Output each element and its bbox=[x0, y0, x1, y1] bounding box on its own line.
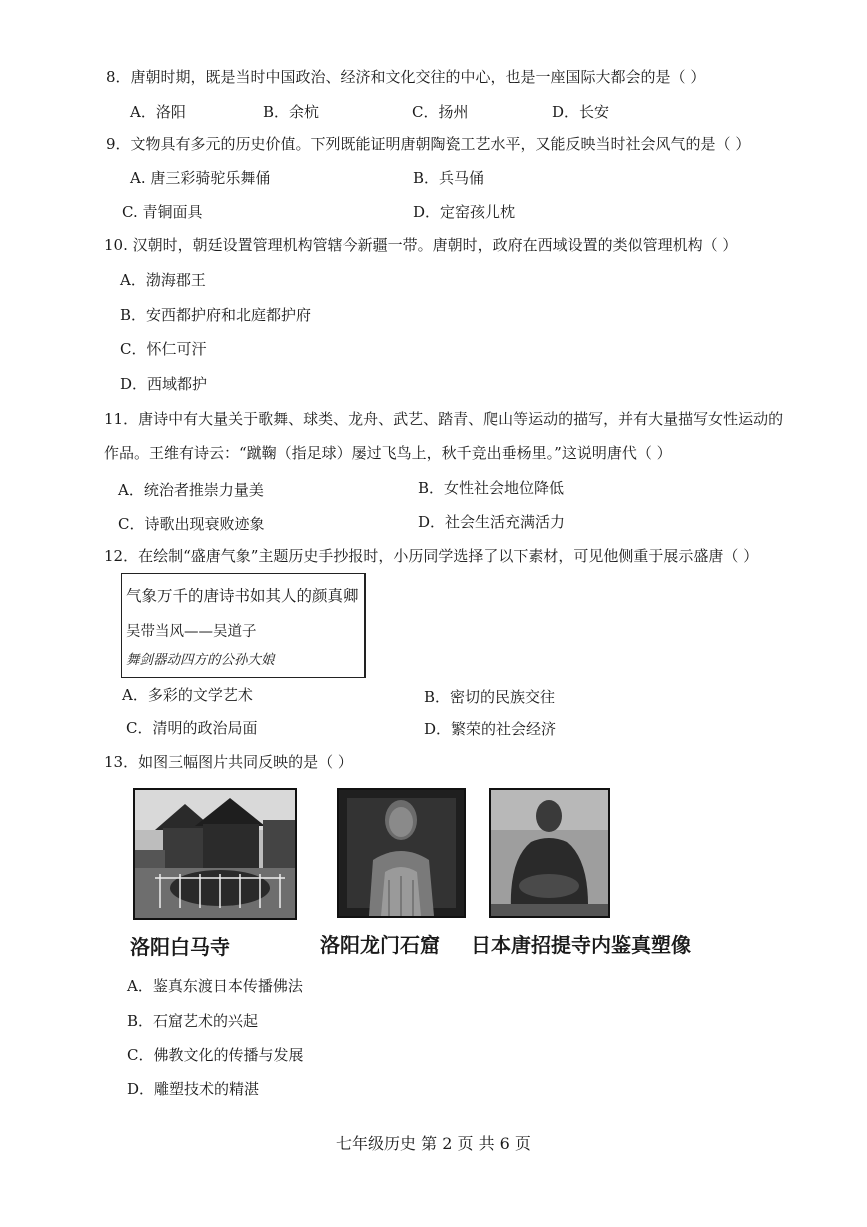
q12-option-b: B．密切的民族交往 bbox=[424, 688, 556, 706]
q8-option-d: D．长安 bbox=[552, 103, 610, 121]
q9-option-c: C. 青铜面具 bbox=[122, 203, 203, 221]
material-line-1: 气象万千的唐诗书如其人的颜真卿 bbox=[126, 587, 359, 605]
q8-option-c: C．扬州 bbox=[412, 103, 469, 121]
q9-option-b: B．兵马俑 bbox=[413, 169, 485, 187]
q13-option-d: D．雕塑技术的精湛 bbox=[127, 1080, 260, 1098]
caption-jianzhen-statue: 日本唐招提寺内鉴真塑像 bbox=[471, 933, 691, 957]
question-11-stem-line1: 11．唐诗中有大量关于歌舞、球类、龙舟、武艺、踏青、爬山等运动的描写，并有大量描写女性运动的 bbox=[104, 410, 784, 428]
q11-option-c: C．诗歌出现衰败迹象 bbox=[118, 515, 265, 533]
question-11-stem-line2: 作品。王维有诗云：“蹴鞠（指足球）屡过飞鸟上，秋千竞出垂杨里。”这说明唐代（ ） bbox=[104, 444, 672, 462]
q9-option-d: D．定窑孩儿枕 bbox=[413, 203, 516, 221]
q10-option-c: C．怀仁可汗 bbox=[120, 340, 207, 358]
q13-option-c: C．佛教文化的传播与发展 bbox=[127, 1046, 304, 1064]
q8-option-a: A．洛阳 bbox=[130, 103, 186, 121]
material-line-3: 舞剑器动四方的公孙大娘 bbox=[126, 652, 275, 668]
q11-option-b: B．女性社会地位降低 bbox=[418, 479, 565, 497]
material-line-2: 吴带当风——吴道子 bbox=[126, 624, 257, 640]
question-9-stem: 9．文物具有多元的历史价值。下列既能证明唐朝陶瓷工艺水平，又能反映当时社会风气的是（ ） bbox=[106, 135, 751, 153]
q12-option-d: D．繁荣的社会经济 bbox=[424, 720, 557, 738]
q12-option-c: C．清明的政治局面 bbox=[126, 719, 258, 737]
page-footer: 七年级历史 第 2 页 共 6 页 bbox=[336, 1134, 531, 1153]
q12-option-a: A．多彩的文学艺术 bbox=[122, 686, 253, 704]
q11-option-d: D．社会生活充满活力 bbox=[418, 513, 566, 531]
q8-option-b: B．余杭 bbox=[263, 103, 320, 121]
caption-baima-temple: 洛阳白马寺 bbox=[130, 935, 230, 959]
q9-option-a: A. 唐三彩骑驼乐舞俑 bbox=[130, 169, 271, 187]
question-8-stem: 8．唐朝时期，既是当时中国政治、经济和文化交往的中心，也是一座国际大都会的是（ ） bbox=[106, 68, 706, 86]
longmen-grottoes-photo bbox=[337, 788, 466, 918]
question-10-stem: 10. 汉朝时，朝廷设置管理机构管辖今新疆一带。唐朝时，政府在西域设置的类似管理机构（ ） bbox=[104, 236, 738, 254]
q11-option-a: A．统治者推崇力量美 bbox=[118, 481, 264, 499]
q10-option-d: D．西域都护 bbox=[120, 375, 208, 393]
q10-option-b: B．安西都护府和北庭都护府 bbox=[120, 306, 312, 324]
caption-longmen-grottoes: 洛阳龙门石窟 bbox=[320, 933, 440, 957]
material-box bbox=[121, 573, 366, 678]
question-12-stem: 12．在绘制“盛唐气象”主题历史手抄报时，小历同学选择了以下素材，可见他侧重于展示盛唐（ ） bbox=[104, 547, 759, 565]
baima-temple-photo bbox=[133, 788, 297, 920]
question-13-stem: 13．如图三幅图片共同反映的是（ ） bbox=[104, 753, 353, 771]
q13-option-b: B．石窟艺术的兴起 bbox=[127, 1012, 259, 1030]
jianzhen-statue-photo bbox=[489, 788, 610, 918]
q13-option-a: A．鉴真东渡日本传播佛法 bbox=[127, 977, 303, 995]
q10-option-a: A．渤海郡王 bbox=[120, 271, 206, 289]
